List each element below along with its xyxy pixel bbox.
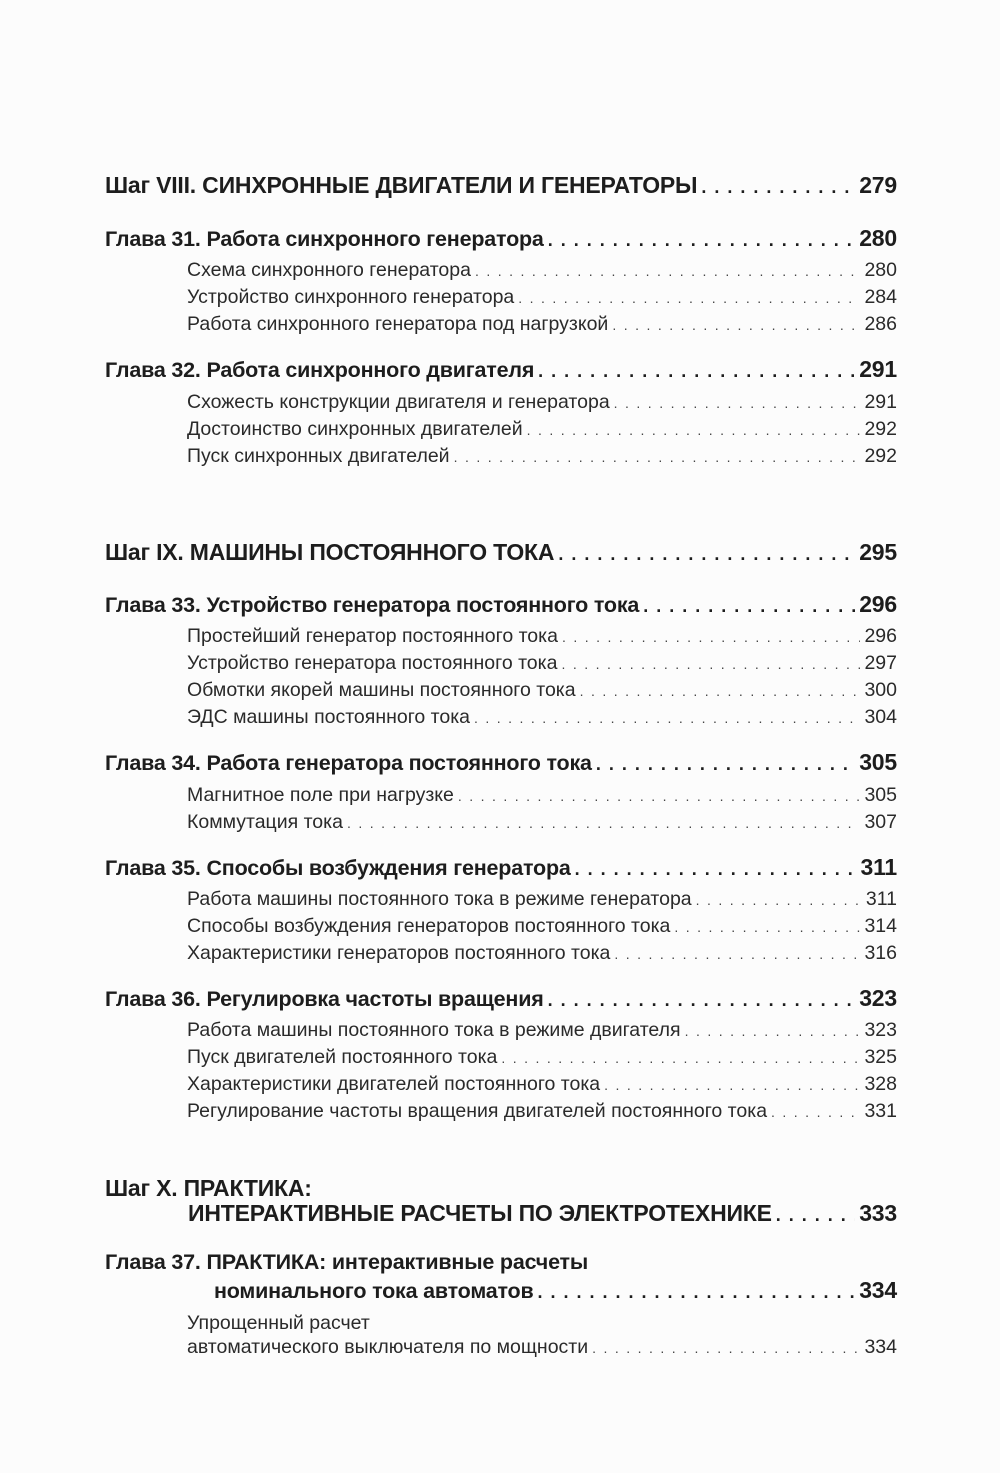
leader-dots [538, 1282, 856, 1303]
toc-chapter-37[interactable] [214, 1277, 897, 1304]
leader-dots [501, 1050, 860, 1066]
page-number: 280 [864, 259, 897, 281]
page-number: 292 [864, 445, 897, 467]
section-title: Работа машины постоянного тока в режиме двигателя [187, 1019, 681, 1041]
page-number: 296 [859, 591, 897, 617]
part-title: Шаг IX. МАШИНЫ ПОСТОЯННОГО ТОКА [105, 539, 555, 565]
toc-section[interactable] [187, 286, 897, 309]
section-title: Магнитное поле при нагрузке [187, 784, 454, 806]
toc-chapter-31[interactable] [105, 225, 897, 252]
toc-section[interactable] [187, 1100, 897, 1123]
toc-section[interactable] [187, 811, 897, 834]
leader-dots [643, 596, 855, 617]
page-number: 305 [859, 749, 897, 775]
toc-chapter-35[interactable] [105, 854, 897, 881]
section-title: Работа синхронного генератора под нагрузкой [187, 313, 609, 335]
page-number: 291 [859, 356, 897, 382]
toc-chapter-33[interactable] [105, 591, 897, 618]
page-number: 311 [865, 888, 897, 910]
toc-section[interactable] [187, 1019, 897, 1042]
toc-section[interactable] [187, 706, 897, 729]
section-title: автоматического выключателя по мощности [187, 1336, 589, 1358]
toc-section[interactable] [187, 679, 897, 702]
section-title: ЭДС машины постоянного тока [187, 706, 471, 728]
page-number: 286 [864, 313, 897, 335]
page-number: 333 [859, 1200, 897, 1226]
leader-dots [776, 1205, 855, 1226]
chapter-title: Глава 31. Работа синхронного генератора [105, 227, 544, 251]
page-number: 297 [864, 652, 897, 674]
leader-dots [580, 683, 861, 699]
section-title: Достоинство синхронных двигателей [187, 418, 523, 440]
page-number: 334 [859, 1277, 897, 1303]
section-title: Схожесть конструкции двигателя и генератора [187, 391, 610, 413]
leader-dots [696, 892, 862, 908]
page-number: 311 [860, 854, 897, 880]
page-number: 300 [864, 679, 897, 701]
toc-part-9[interactable] [105, 539, 897, 566]
toc-section[interactable] [187, 652, 897, 675]
toc-section[interactable] [187, 888, 897, 911]
toc-section[interactable] [187, 942, 897, 965]
page-number: 280 [859, 225, 897, 251]
section-title: Устройство генератора постоянного тока [187, 652, 558, 674]
page-number: 325 [864, 1046, 897, 1068]
page-number: 296 [864, 625, 897, 647]
leader-dots [614, 946, 860, 962]
chapter-title: Глава 32. Работа синхронного двигателя [105, 358, 535, 382]
toc-section[interactable] [187, 445, 897, 468]
chapter-title: Глава 35. Способы возбуждения генератора [105, 856, 571, 880]
leader-dots [561, 656, 860, 672]
page-number: 316 [864, 942, 897, 964]
leader-dots [596, 754, 855, 775]
leader-dots [538, 361, 855, 382]
toc-section[interactable] [187, 915, 897, 938]
leader-dots [614, 395, 861, 411]
page-number: 279 [859, 172, 897, 198]
section-title: Пуск синхронных двигателей [187, 445, 450, 467]
section-title: Устройство синхронного генератора [187, 286, 515, 308]
leader-dots [527, 422, 861, 438]
leader-dots [474, 710, 860, 726]
page-number: 328 [864, 1073, 897, 1095]
leader-dots [575, 859, 857, 880]
page-number: 295 [859, 539, 897, 565]
toc-chapter-36[interactable] [105, 985, 897, 1012]
page-number: 304 [864, 706, 897, 728]
leader-dots [701, 177, 855, 198]
toc-part-8[interactable] [105, 172, 897, 199]
toc-section[interactable] [187, 1336, 897, 1359]
section-title: Схема синхронного генератора [187, 259, 471, 281]
part-title: ИНТЕРАКТИВНЫЕ РАСЧЕТЫ ПО ЭЛЕКТРОТЕХНИКЕ [188, 1200, 772, 1226]
toc-chapter-37-line1[interactable]: Глава 37. ПРАКТИКА: интерактивные расчеты [105, 1250, 589, 1274]
toc-part-10[interactable] [188, 1200, 897, 1227]
toc-part-10-line1[interactable]: Шаг X. ПРАКТИКА: [105, 1175, 312, 1201]
leader-dots [562, 629, 861, 645]
toc-section-line1[interactable]: Упрощенный расчет [187, 1312, 370, 1334]
section-title: Обмотки якорей машины постоянного тока [187, 679, 576, 701]
section-title: Работа машины постоянного тока в режиме генератора [187, 888, 692, 910]
leader-dots [592, 1340, 860, 1356]
toc-section[interactable] [187, 625, 897, 648]
part-title: Шаг VIII. СИНХРОННЫЕ ДВИГАТЕЛИ И ГЕНЕРАТОРЫ [105, 172, 698, 198]
section-title: Характеристики генераторов постоянного тока [187, 942, 611, 964]
page-number: 307 [864, 811, 897, 833]
leader-dots [475, 263, 860, 279]
toc-section[interactable] [187, 1046, 897, 1069]
toc-section[interactable] [187, 1073, 897, 1096]
page-number: 292 [864, 418, 897, 440]
leader-dots [604, 1077, 860, 1093]
chapter-title: Глава 36. Регулировка частоты вращения [105, 987, 544, 1011]
page-number: 331 [864, 1100, 897, 1122]
section-title: Пуск двигателей постоянного тока [187, 1046, 498, 1068]
toc-section[interactable] [187, 313, 897, 336]
toc-section[interactable] [187, 418, 897, 441]
page-number: 305 [864, 784, 897, 806]
leader-dots [548, 230, 856, 251]
page-number: 291 [864, 391, 897, 413]
leader-dots [458, 788, 861, 804]
leader-dots [612, 317, 860, 333]
leader-dots [347, 815, 861, 831]
section-title: Способы возбуждения генераторов постоянного тока [187, 915, 671, 937]
section-title: Характеристики двигателей постоянного тока [187, 1073, 601, 1095]
leader-dots [771, 1104, 860, 1120]
leader-dots [685, 1023, 861, 1039]
toc-chapter-34[interactable] [105, 749, 897, 776]
leader-dots [558, 544, 855, 565]
chapter-title: номинального тока автоматов [214, 1279, 534, 1303]
leader-dots [548, 990, 856, 1011]
page-number: 284 [864, 286, 897, 308]
toc-section[interactable] [187, 784, 897, 807]
chapter-title: Глава 34. Работа генератора постоянного тока [105, 751, 592, 775]
leader-dots [518, 290, 860, 306]
leader-dots [674, 919, 860, 935]
section-title: Регулирование частоты вращения двигателей постоянного тока [187, 1100, 768, 1122]
chapter-title: Глава 33. Устройство генератора постоянного тока [105, 593, 640, 617]
leader-dots [454, 449, 861, 465]
section-title: Простейший генератор постоянного тока [187, 625, 558, 647]
toc-section[interactable] [187, 391, 897, 414]
page-number: 323 [859, 985, 897, 1011]
page-number: 334 [864, 1336, 897, 1358]
toc-section[interactable] [187, 259, 897, 282]
toc-chapter-32[interactable] [105, 356, 897, 383]
page-number: 314 [864, 915, 897, 937]
page-number: 323 [864, 1019, 897, 1041]
section-title: Коммутация тока [187, 811, 343, 833]
